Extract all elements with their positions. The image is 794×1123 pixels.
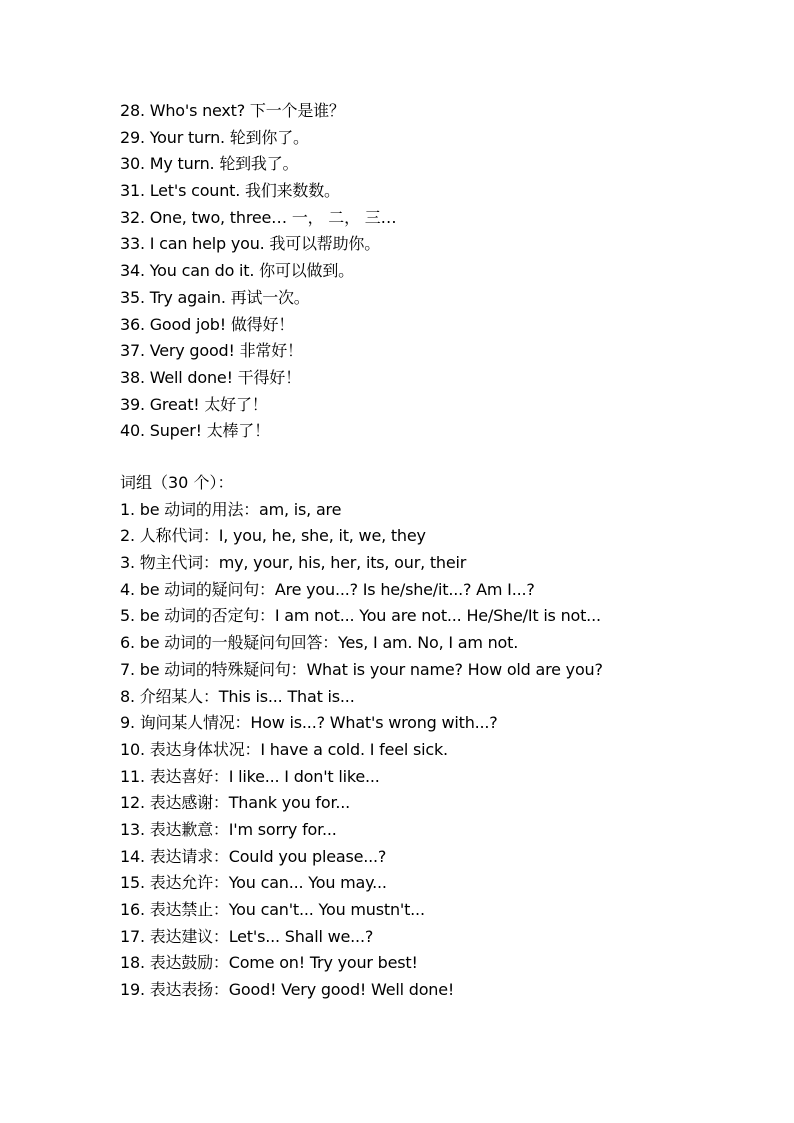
classroom-phrases-list	[120, 98, 760, 445]
section-heading: 词组（30 个）：	[120, 473, 234, 492]
list-item: 9. 询问某人情况：How is...? What's wrong with...?	[120, 713, 498, 733]
list-item: 1. be 动词的用法：am, is, are	[120, 499, 342, 519]
list-item: 15. 表达允许：You can... You may...	[120, 873, 387, 893]
list-item: 31. Let's count. 我们来数数。	[120, 181, 340, 201]
list-item: 37. Very good! 非常好！	[120, 341, 303, 361]
list-item: 32. One, two, three… 一， 二， 三…	[120, 207, 397, 227]
list-item: 13. 表达歉意：I'm sorry for...	[120, 819, 337, 839]
list-item: 10. 表达身体状况：I have a cold. I feel sick.	[120, 739, 448, 759]
list-item: 17. 表达建议：Let's... Shall we...?	[120, 926, 374, 946]
list-item: 12. 表达感谢：Thank you for...	[120, 793, 351, 813]
list-item: 30. My turn. 轮到我了。	[120, 154, 299, 174]
list-item: 40. Super! 太棒了！	[120, 421, 270, 441]
list-item: 18. 表达鼓励：Come on! Try your best!	[120, 953, 418, 973]
phrase-groups-section	[120, 470, 760, 1004]
list-item: 16. 表达禁止：You can't... You mustn't...	[120, 900, 425, 919]
list-item: 19. 表达表扬：Good! Very good! Well done!	[120, 980, 455, 1000]
list-item: 38. Well done! 干得好！	[120, 367, 301, 387]
list-item: 5. be 动词的否定句：I am not... You are not... He/She/It is not...	[120, 606, 601, 626]
list-item: 29. Your turn. 轮到你了。	[120, 127, 309, 147]
list-item: 3. 物主代词：my, your, his, her, its, our, their	[120, 553, 467, 573]
list-item: 39. Great! 太好了！	[120, 394, 268, 414]
list-item: 14. 表达请求：Could you please...?	[120, 846, 387, 866]
list-item: 35. Try again. 再试一次。	[120, 287, 310, 307]
list-item: 28. Who's next? 下一个是谁？	[120, 101, 345, 120]
list-item: 6. be 动词的一般疑问句回答：Yes, I am. No, I am not.	[120, 633, 519, 653]
list-item: 7. be 动词的特殊疑问句：What is your name? How old are you?	[120, 659, 603, 679]
list-item: 2. 人称代词：I, you, he, she, it, we, they	[120, 526, 426, 546]
list-item: 34. You can do it. 你可以做到。	[120, 261, 354, 281]
list-item: 33. I can help you. 我可以帮助你。	[120, 234, 381, 254]
list-item: 4. be 动词的疑问句：Are you...? Is he/she/it...? Am I...?	[120, 579, 535, 599]
list-item: 8. 介绍某人：This is... That is...	[120, 686, 355, 706]
list-item: 11. 表达喜好：I like... I don't like...	[120, 766, 380, 786]
list-item: 36. Good job! 做得好！	[120, 314, 295, 334]
